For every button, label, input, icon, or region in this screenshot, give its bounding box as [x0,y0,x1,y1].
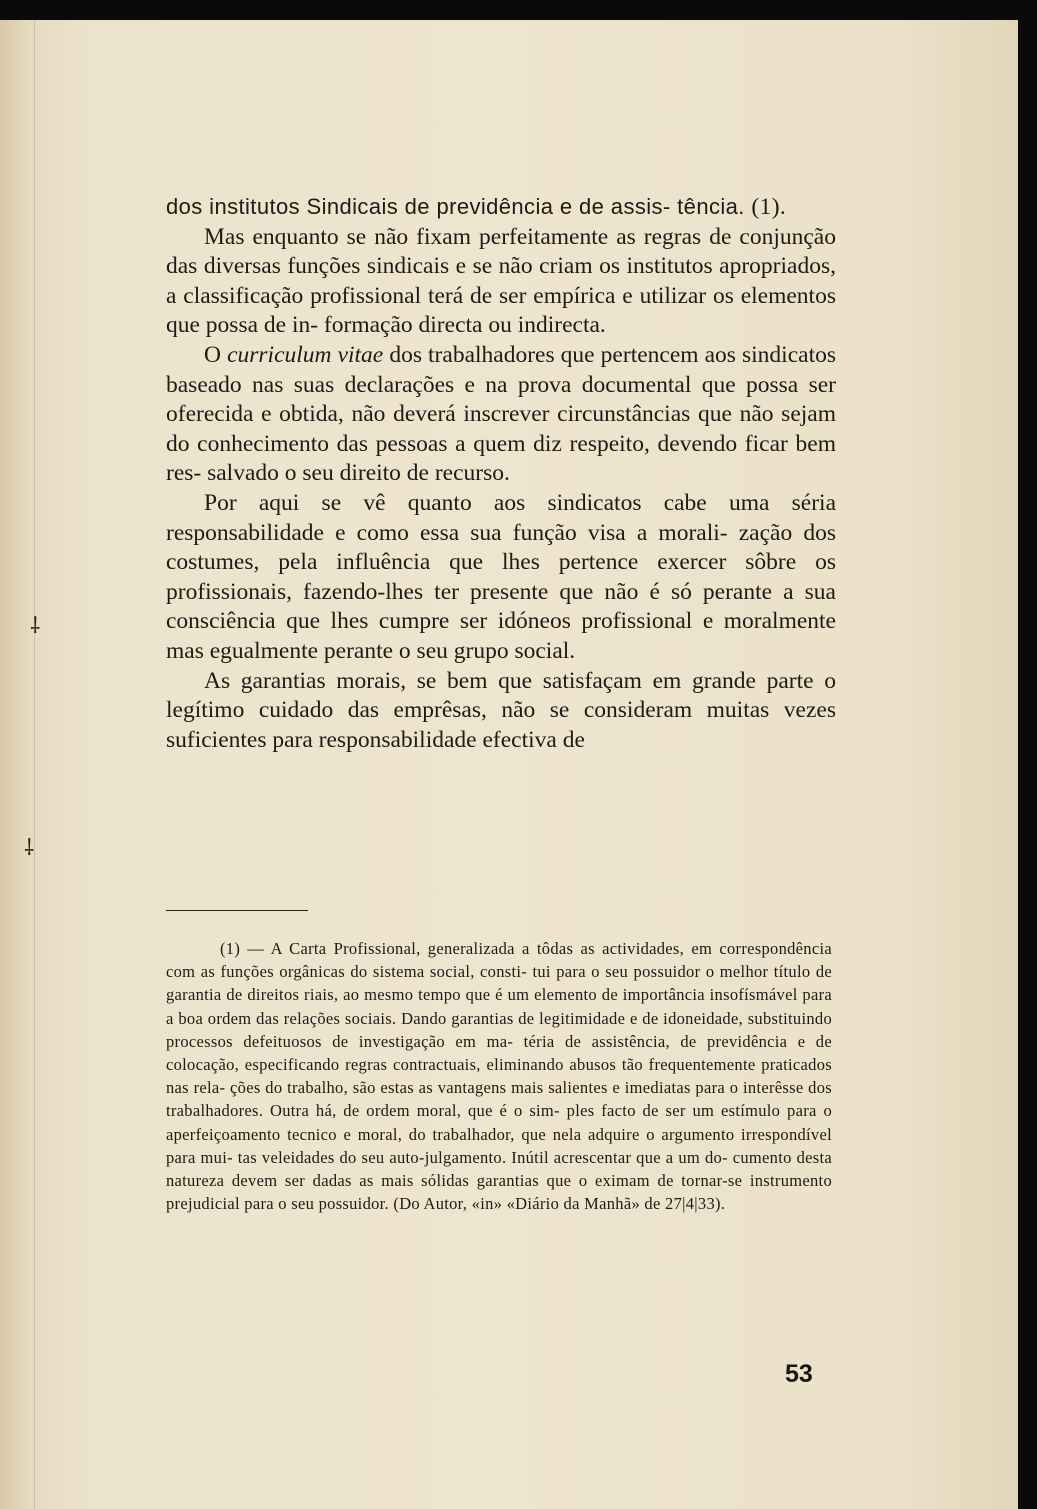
paragraph-text: O [204,341,221,368]
gutter-line [34,20,35,1509]
paragraph [166,341,836,489]
paragraph-text: dos institutos Sindicais de previdência e de assis- tência. [166,194,745,219]
margin-mark: ⸸ [24,836,35,861]
paragraph-text: dos trabalhadores que pertencem aos sindicatos baseado nas suas declarações e na prova documental que possa ser oferecida e obtida, não deverá inscrever circunstâncias que não sejam do conhecimento das pessoas a quem diz respeito, devendo ficar bem res- salvado o seu direito de recurso. [166,341,836,487]
latin-term: curriculum vitae [227,341,384,368]
paragraph: As garantias morais, se bem que satisfaçam em grande parte o legítimo cuidado das emprêsas, não se consideram muitas vezes suficientes para responsabilidade efectiva de [166,667,836,753]
paragraph: Por aqui se vê quanto aos sindicatos cabe uma séria responsabilidade e como essa sua função visa a morali- zação dos costumes, pela influência que lhes pertence exercer sôbre os profissionais, fazendo-lhes ter presente que não é só perante a sua consciência que lhes cumpre ser idóneos profissional e moralmente mas egualmente perante o seu grupo social. [166,489,836,664]
margin-mark: ⸸ [30,614,41,639]
book-page [0,20,1018,1509]
footnote-reference: (1). [751,194,787,220]
page-number: 53 [785,1360,813,1388]
footnote-rule [166,910,308,911]
paragraph [166,192,836,223]
footnote: (1) — A Carta Profissional, generalizada a tôdas as actividades, em correspondência com as funções orgânicas do sistema social, consti- tui para o seu possuidor o melhor título de garantia de direitos riais, ao mesmo tempo que é um elemento de importância insofísmável para a boa ordem das relações sociais. Dando garantias de legitimidade e de idoneidade, substituindo processos defeituosos de investigação em ma- téria de assistência, de previdência e de colocação, especificando regras contractuais, eliminando abusos tão frequentemente praticados nas rela- ções do trabalho, são estas as vantagens mais salientes e imediatas para o interêsse dos trabalhadores. Outra há, de ordem moral, que é o sim- ples facto de ser um estímulo para o aperfeiçoamento tecnico e moral, do trabalhador, que nela adquire o argumento irrespondível para mui- tas veleidades do seu auto-julgamento. Inútil acrescentar que a um do- cumento desta natureza devem ser dadas as mais sólidas garantias que o eximam de tornar-se instrumento prejudicial para o seu possuidor. (Do Autor, «in» «Diário da Manhã» de 27|4|33). [166,939,832,1214]
paragraph: Mas enquanto se não fixam perfeitamente as regras de conjunção das diversas funções sindicais e se não criam os institutos apropriados, a classificação profissional terá de ser empírica e utilizar os elementos que possa de in- formação directa ou indirecta. [166,223,836,339]
body-text [166,192,836,755]
